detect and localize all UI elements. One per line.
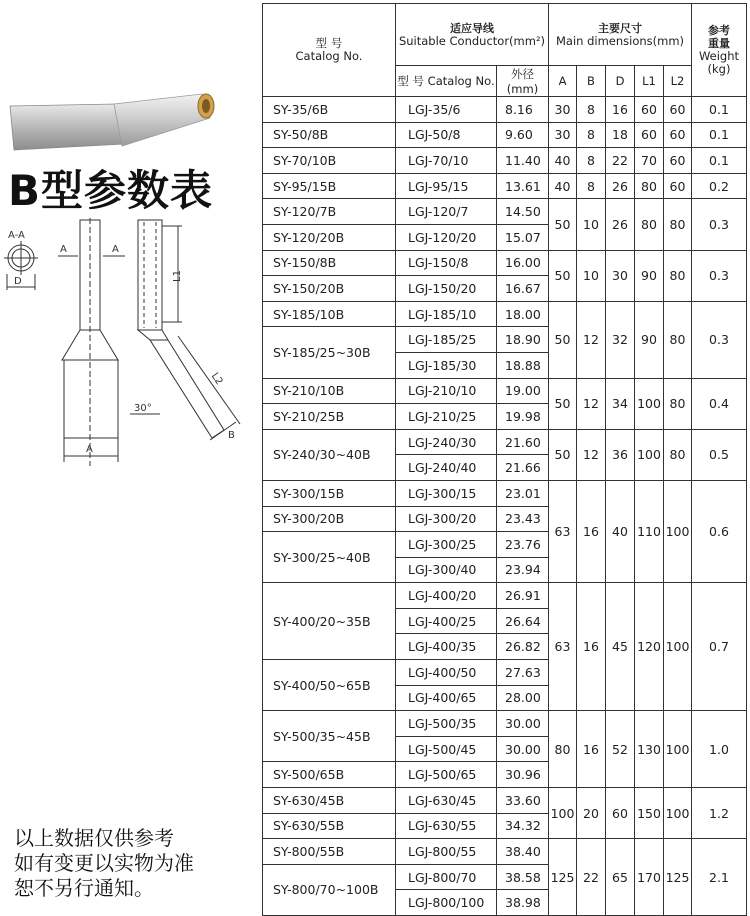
conductor-model-cell: LGJ-120/7	[396, 199, 497, 225]
note-line: 以上数据仅供参考	[14, 826, 174, 850]
a-label-right: A	[112, 244, 119, 255]
conductor-model-cell: LGJ-630/55	[396, 813, 497, 839]
a-bottom-label: A	[86, 444, 93, 455]
dim-d-cell: 26	[606, 199, 635, 250]
dim-a-cell: 125	[549, 839, 577, 916]
catalog-cell: SY-300/20B	[263, 506, 396, 532]
header-model: 型 号 Catalog No.	[396, 66, 497, 97]
conductor-model-cell: LGJ-50/8	[396, 122, 497, 148]
diameter-cell: 38.98	[497, 890, 549, 916]
dim-l1-cell: 80	[635, 199, 664, 250]
catalog-cell: SY-210/10B	[263, 378, 396, 404]
dim-l2-cell: 60	[664, 122, 692, 148]
conductor-model-cell: LGJ-240/40	[396, 455, 497, 481]
dim-d-cell: 65	[606, 839, 635, 916]
conductor-model-cell: LGJ-95/15	[396, 173, 497, 199]
weight-cell: 0.3	[692, 250, 747, 301]
diameter-cell: 18.00	[497, 301, 549, 327]
section-label: A-A	[8, 230, 25, 241]
l1-label: L1	[172, 270, 183, 282]
dim-l1-cell: 60	[635, 97, 664, 123]
dim-a-cell: 50	[549, 301, 577, 378]
header-d: D	[606, 66, 635, 97]
diameter-cell: 16.67	[497, 276, 549, 302]
conductor-model-cell: LGJ-400/20	[396, 583, 497, 609]
conductor-model-cell: LGJ-400/50	[396, 660, 497, 686]
conductor-model-cell: LGJ-70/10	[396, 148, 497, 174]
catalog-cell: SY-500/65B	[263, 762, 396, 788]
catalog-cell: SY-400/20~35B	[263, 583, 396, 660]
diameter-cell: 23.94	[497, 557, 549, 583]
dim-d-cell: 22	[606, 148, 635, 174]
catalog-cell: SY-300/15B	[263, 480, 396, 506]
dim-l2-cell: 100	[664, 480, 692, 582]
catalog-cell: SY-300/25~40B	[263, 532, 396, 583]
dim-l2-cell: 125	[664, 839, 692, 916]
catalog-cell: SY-210/25B	[263, 404, 396, 430]
header-l1: L1	[635, 66, 664, 97]
table-row	[263, 378, 747, 404]
dim-b-cell: 16	[577, 711, 606, 788]
dim-l2-cell: 80	[664, 250, 692, 301]
dim-b-cell: 8	[577, 148, 606, 174]
dim-d-cell: 60	[606, 788, 635, 839]
dim-d-cell: 26	[606, 173, 635, 199]
a-label-left: A	[60, 244, 67, 255]
dim-a-cell: 80	[549, 711, 577, 788]
catalog-cell: SY-500/35~45B	[263, 711, 396, 762]
dim-l2-cell: 60	[664, 97, 692, 123]
dim-l1-cell: 90	[635, 250, 664, 301]
front-view	[58, 218, 125, 466]
dim-l1-cell: 70	[635, 148, 664, 174]
dim-b-cell: 12	[577, 301, 606, 378]
header-l2: L2	[664, 66, 692, 97]
catalog-cell: SY-120/20B	[263, 224, 396, 250]
diameter-cell: 18.88	[497, 352, 549, 378]
catalog-cell: SY-35/6B	[263, 97, 396, 123]
weight-cell: 0.1	[692, 148, 747, 174]
dim-l1-cell: 80	[635, 173, 664, 199]
dim-a-cell: 40	[549, 148, 577, 174]
conductor-model-cell: LGJ-35/6	[396, 97, 497, 123]
technical-drawing	[0, 218, 258, 468]
dim-l2-cell: 80	[664, 301, 692, 378]
catalog-cell: SY-240/30~40B	[263, 429, 396, 480]
diameter-cell: 30.00	[497, 711, 549, 737]
diameter-cell: 38.58	[497, 864, 549, 890]
catalog-cell: SY-400/50~65B	[263, 660, 396, 711]
header-diameter: 外径(mm)	[497, 66, 549, 97]
conductor-model-cell: LGJ-185/30	[396, 352, 497, 378]
diameter-cell: 38.40	[497, 839, 549, 865]
dim-a-cell: 40	[549, 173, 577, 199]
dim-a-cell: 30	[549, 122, 577, 148]
diameter-cell: 26.91	[497, 583, 549, 609]
dim-l2-cell: 80	[664, 199, 692, 250]
dim-l1-cell: 60	[635, 122, 664, 148]
table-row	[263, 250, 747, 276]
catalog-cell: SY-630/55B	[263, 813, 396, 839]
dim-l1-cell: 100	[635, 378, 664, 429]
diameter-cell: 16.00	[497, 250, 549, 276]
diameter-cell: 30.96	[497, 762, 549, 788]
catalog-cell: SY-800/70~100B	[263, 864, 396, 915]
page-title: B型参数表	[8, 166, 214, 215]
header-conductor: 适应导线 Suitable Conductor(mm²)	[396, 4, 549, 66]
dim-d-cell: 52	[606, 711, 635, 788]
conductor-model-cell: LGJ-800/55	[396, 839, 497, 865]
b-label: B	[228, 430, 235, 441]
diameter-cell: 8.16	[497, 97, 549, 123]
dim-l1-cell: 100	[635, 429, 664, 480]
dim-b-cell: 8	[577, 173, 606, 199]
diameter-cell: 27.63	[497, 660, 549, 686]
header-catalog: 型 号 Catalog No.	[263, 4, 396, 97]
diameter-cell: 18.90	[497, 327, 549, 353]
catalog-cell: SY-800/55B	[263, 839, 396, 865]
diameter-cell: 23.01	[497, 480, 549, 506]
table-row	[263, 97, 747, 123]
product-photo	[6, 92, 224, 160]
dim-a-cell: 63	[549, 583, 577, 711]
section-view	[4, 230, 38, 290]
dim-a-cell: 100	[549, 788, 577, 839]
dim-l2-cell: 100	[664, 788, 692, 839]
weight-cell: 2.1	[692, 839, 747, 916]
table-row	[263, 173, 747, 199]
dim-b-cell: 10	[577, 199, 606, 250]
dim-l1-cell: 110	[635, 480, 664, 582]
weight-cell: 1.0	[692, 711, 747, 788]
table-row	[263, 788, 747, 814]
angle-label: 30°	[134, 403, 152, 414]
weight-cell: 0.3	[692, 199, 747, 250]
weight-cell: 0.6	[692, 480, 747, 582]
dim-d-cell: 40	[606, 480, 635, 582]
header-b: B	[577, 66, 606, 97]
conductor-model-cell: LGJ-300/25	[396, 532, 497, 558]
weight-cell: 0.1	[692, 97, 747, 123]
spec-table	[262, 3, 747, 916]
disclaimer-note	[14, 826, 254, 901]
weight-cell: 0.1	[692, 122, 747, 148]
diameter-cell: 28.00	[497, 685, 549, 711]
note-line: 如有变更以实物为准	[14, 851, 194, 875]
conductor-model-cell: LGJ-185/25	[396, 327, 497, 353]
diameter-cell: 19.00	[497, 378, 549, 404]
catalog-cell: SY-120/7B	[263, 199, 396, 225]
dim-l1-cell: 90	[635, 301, 664, 378]
dim-d-cell: 45	[606, 583, 635, 711]
diameter-cell: 26.64	[497, 608, 549, 634]
conductor-model-cell: LGJ-800/70	[396, 864, 497, 890]
note-line: 恕不另行通知。	[14, 876, 154, 900]
diameter-cell: 23.43	[497, 506, 549, 532]
dim-d-cell: 36	[606, 429, 635, 480]
dim-l1-cell: 170	[635, 839, 664, 916]
dim-d-cell: 32	[606, 301, 635, 378]
conductor-model-cell: LGJ-185/10	[396, 301, 497, 327]
diameter-cell: 33.60	[497, 788, 549, 814]
conductor-model-cell: LGJ-150/8	[396, 250, 497, 276]
dim-l1-cell: 120	[635, 583, 664, 711]
dim-b-cell: 16	[577, 480, 606, 582]
diameter-cell: 34.32	[497, 813, 549, 839]
table-row	[263, 480, 747, 506]
conductor-model-cell: LGJ-300/40	[396, 557, 497, 583]
conductor-model-cell: LGJ-400/35	[396, 634, 497, 660]
weight-cell: 0.4	[692, 378, 747, 429]
table-row	[263, 199, 747, 225]
diameter-cell: 30.00	[497, 736, 549, 762]
conductor-model-cell: LGJ-300/15	[396, 480, 497, 506]
catalog-cell: SY-630/45B	[263, 788, 396, 814]
diameter-cell: 21.60	[497, 429, 549, 455]
catalog-cell: SY-95/15B	[263, 173, 396, 199]
weight-cell: 0.7	[692, 583, 747, 711]
header-dimensions: 主要尺寸 Main dimensions(mm)	[549, 4, 692, 66]
diameter-cell: 15.07	[497, 224, 549, 250]
catalog-cell: SY-185/25~30B	[263, 327, 396, 378]
conductor-model-cell: LGJ-120/20	[396, 224, 497, 250]
dim-b-cell: 20	[577, 788, 606, 839]
conductor-model-cell: LGJ-300/20	[396, 506, 497, 532]
dim-d-cell: 30	[606, 250, 635, 301]
dim-a-cell: 50	[549, 199, 577, 250]
table-row	[263, 429, 747, 455]
conductor-model-cell: LGJ-800/100	[396, 890, 497, 916]
dim-b-cell: 8	[577, 97, 606, 123]
diameter-cell: 19.98	[497, 404, 549, 430]
diameter-cell: 9.60	[497, 122, 549, 148]
dim-l1-cell: 150	[635, 788, 664, 839]
conductor-model-cell: LGJ-210/10	[396, 378, 497, 404]
conductor-model-cell: LGJ-500/65	[396, 762, 497, 788]
dim-b-cell: 16	[577, 583, 606, 711]
dim-a-cell: 50	[549, 378, 577, 429]
d-label: D	[14, 276, 22, 287]
table-row	[263, 583, 747, 609]
dim-l2-cell: 80	[664, 378, 692, 429]
dim-d-cell: 34	[606, 378, 635, 429]
dim-d-cell: 16	[606, 97, 635, 123]
conductor-model-cell: LGJ-630/45	[396, 788, 497, 814]
dim-a-cell: 63	[549, 480, 577, 582]
dim-d-cell: 18	[606, 122, 635, 148]
diameter-cell: 14.50	[497, 199, 549, 225]
diameter-cell: 13.61	[497, 173, 549, 199]
dim-a-cell: 30	[549, 97, 577, 123]
dim-b-cell: 12	[577, 378, 606, 429]
dim-l2-cell: 100	[664, 711, 692, 788]
table-row	[263, 711, 747, 737]
dim-l2-cell: 60	[664, 173, 692, 199]
dim-b-cell: 22	[577, 839, 606, 916]
side-view	[130, 220, 240, 441]
conductor-model-cell: LGJ-400/25	[396, 608, 497, 634]
header-a: A	[549, 66, 577, 97]
dim-b-cell: 12	[577, 429, 606, 480]
table-row	[263, 122, 747, 148]
conductor-model-cell: LGJ-240/30	[396, 429, 497, 455]
table-row	[263, 839, 747, 865]
weight-cell: 0.3	[692, 301, 747, 378]
diameter-cell: 26.82	[497, 634, 549, 660]
conductor-model-cell: LGJ-500/35	[396, 711, 497, 737]
diameter-cell: 11.40	[497, 148, 549, 174]
catalog-cell: SY-70/10B	[263, 148, 396, 174]
catalog-cell: SY-50/8B	[263, 122, 396, 148]
conductor-model-cell: LGJ-400/65	[396, 685, 497, 711]
dim-a-cell: 50	[549, 429, 577, 480]
catalog-cell: SY-150/20B	[263, 276, 396, 302]
dim-l2-cell: 100	[664, 583, 692, 711]
conductor-model-cell: LGJ-210/25	[396, 404, 497, 430]
dim-b-cell: 10	[577, 250, 606, 301]
diameter-cell: 23.76	[497, 532, 549, 558]
header-weight: 参考 重量 Weight (kg)	[692, 4, 747, 97]
conductor-model-cell: LGJ-500/45	[396, 736, 497, 762]
dim-l1-cell: 130	[635, 711, 664, 788]
dim-a-cell: 50	[549, 250, 577, 301]
weight-cell: 0.2	[692, 173, 747, 199]
weight-cell: 1.2	[692, 788, 747, 839]
dim-b-cell: 8	[577, 122, 606, 148]
table-row	[263, 301, 747, 327]
catalog-cell: SY-150/8B	[263, 250, 396, 276]
dim-l2-cell: 60	[664, 148, 692, 174]
dim-l2-cell: 80	[664, 429, 692, 480]
diameter-cell: 21.66	[497, 455, 549, 481]
conductor-model-cell: LGJ-150/20	[396, 276, 497, 302]
catalog-cell: SY-185/10B	[263, 301, 396, 327]
l2-label: L2	[208, 370, 225, 388]
table-row	[263, 148, 747, 174]
weight-cell: 0.5	[692, 429, 747, 480]
